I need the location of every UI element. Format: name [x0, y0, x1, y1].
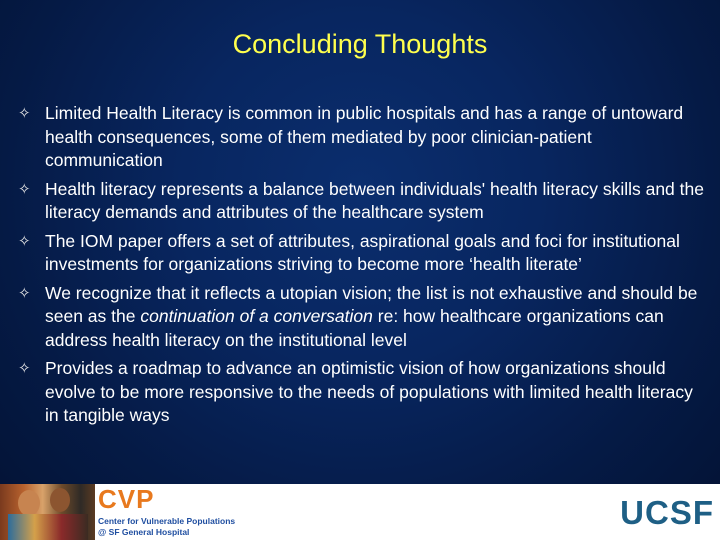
cvp-location: @ SF General Hospital — [98, 527, 190, 537]
bullet-item — [18, 102, 708, 173]
people-photo — [0, 484, 95, 540]
bullet-text: The IOM paper offers a set of attributes, aspirational goals and foci for institutional investments for organizations striving to become more ‘health literate’ — [45, 230, 680, 274]
bullet-item — [18, 178, 708, 225]
bullet-text — [45, 282, 708, 353]
four-point-star-icon: ✧ — [18, 284, 31, 302]
four-point-star-icon: ✧ — [18, 180, 31, 198]
bullet-text-before: We recognize that it reflects a utopian vision; the list is not exhaustive and should be seen as the — [45, 282, 698, 326]
bullet-text-after: re: how healthcare organizations can address health literacy on the institutional level — [45, 306, 664, 350]
four-point-star-icon: ✧ — [18, 105, 31, 122]
bullet-item — [18, 357, 708, 428]
cvp-logo: CVP — [98, 484, 155, 514]
bullet-text: Limited Health Literacy is common in public hospitals and has a range of untoward health consequences, some of them mediated by poor clinician-patient communication — [45, 103, 684, 170]
slide-title: Concluding Thoughts — [232, 29, 488, 59]
bullet-text-italic: continuation of a conversation — [140, 306, 373, 326]
bullet-text: Health literacy represents a balance between individuals' health literacy skills and the literacy demands and attributes of the healthcare system — [45, 178, 704, 222]
bullet-list — [18, 102, 708, 433]
cvp-subtitle: Center for Vulnerable Populations — [98, 516, 236, 526]
ucsf-logo: UCSF — [620, 494, 714, 531]
bullet-text: Provides a roadmap to advance an optimistic vision of how organizations should evolve to be more responsive to the needs of populations with limited health literacy in tangible ways — [45, 358, 693, 425]
four-point-star-icon: ✧ — [18, 232, 31, 250]
four-point-star-icon: ✧ — [18, 360, 31, 377]
bullet-item — [18, 230, 708, 277]
bullet-item — [18, 282, 708, 353]
footer — [0, 484, 720, 540]
